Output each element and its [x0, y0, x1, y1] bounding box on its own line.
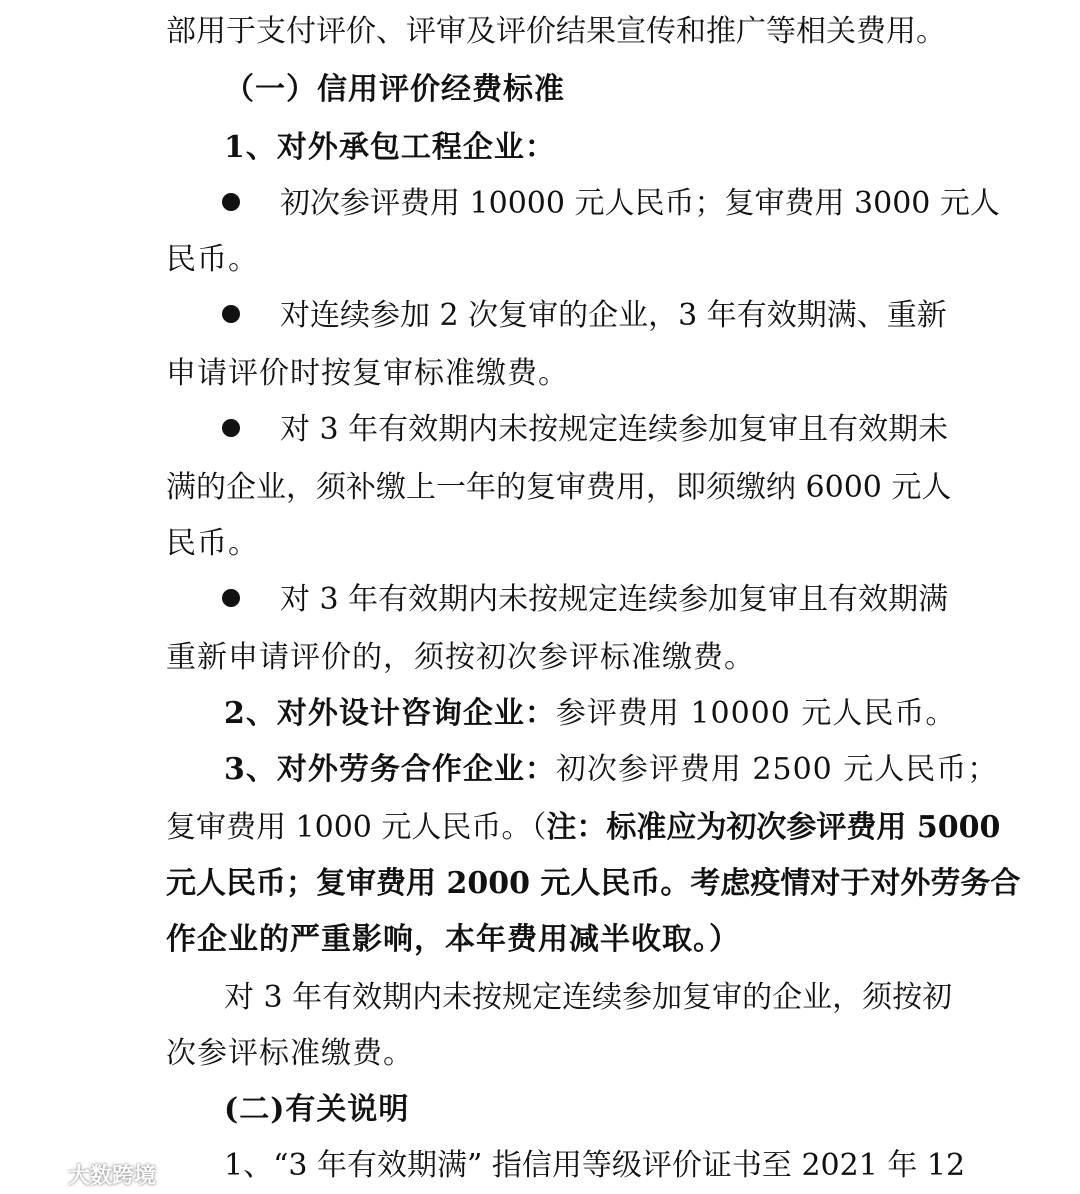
subsection-heading: 1、对外承包工程企业： [224, 130, 556, 165]
text-run: 部用于支付评价、评审及评价结果宣传和推广等相关费用。 [166, 14, 946, 49]
watermark-text: 大数跨境 [68, 1163, 157, 1189]
text-line: 民币。 [166, 526, 259, 561]
section-heading: （一）信用评价经费标准 [224, 72, 565, 107]
text-line: 对 3 年有效期内未按规定连续参加复审的企业，须按初 [224, 980, 953, 1015]
subsection-line [224, 694, 957, 734]
note-line: 元人民币；复审费用 2000 元人民币。考虑疫情对于对外劳务合 [166, 866, 1021, 901]
dashuju-logo-icon [8, 1159, 62, 1189]
bullet-icon [222, 193, 240, 211]
watermark [8, 1156, 156, 1192]
text-line: 1、“3 年有效期满” 指信用等级评价证书至 2021 年 12 [224, 1148, 966, 1183]
subsection-heading: 2、对外设计咨询企业： [224, 696, 556, 731]
text-run: 复审费用 1000 元人民币。（ [166, 810, 547, 845]
text-run: 参评费用 10000 元人民币。 [555, 696, 957, 731]
subsection-line [224, 750, 999, 790]
bullet-icon [222, 419, 240, 437]
text-line: 申请评价时按复审标准缴费。 [166, 356, 569, 391]
bullet-icon [222, 589, 240, 607]
text-line: 初次参评费用 10000 元人民币；复审费用 3000 元人 [280, 186, 1000, 221]
text-line: 对 3 年有效期内未按规定连续参加复审且有效期未 [280, 412, 949, 447]
text-line: 对 3 年有效期内未按规定连续参加复审且有效期满 [280, 582, 949, 617]
section-heading: (二)有关说明 [224, 1092, 410, 1127]
text-line: 满的企业，须补缴上一年的复审费用，即须缴纳 6000 元人 [166, 470, 952, 505]
subsection-heading: 3、对外劳务合作企业： [224, 752, 556, 787]
text-line: 重新申请评价的，须按初次参评标准缴费。 [166, 640, 755, 675]
text-line: 民币。 [166, 242, 259, 277]
text-line [166, 808, 1001, 848]
text-run: 初次参评费用 2500 元人民币； [555, 752, 999, 787]
text-line [166, 12, 946, 52]
bullet-icon [222, 305, 240, 323]
text-line: 次参评标准缴费。 [166, 1036, 414, 1071]
note-text: 注：标准应为初次参评费用 5000 [546, 810, 1001, 845]
note-line: 作企业的严重影响，本年费用减半收取。） [166, 922, 740, 957]
text-line: 对连续参加 2 次复审的企业，3 年有效期满、重新 [280, 298, 947, 333]
